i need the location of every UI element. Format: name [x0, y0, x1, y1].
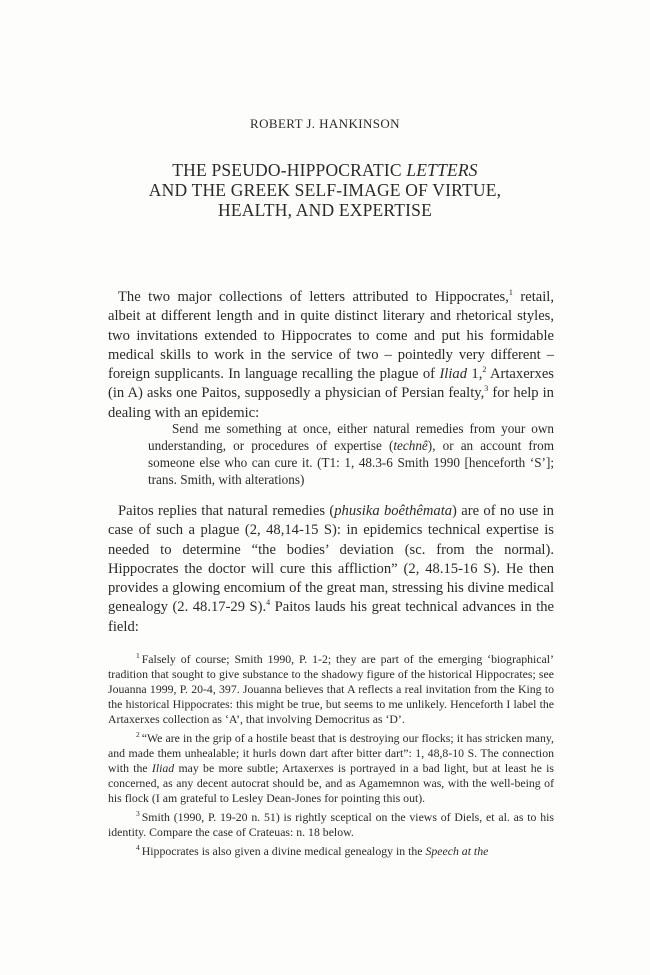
author-name: ROBERT J. HANKINSON — [250, 116, 400, 131]
block-quote: Send me something at once, either natural remedies from your own understanding, or procedures of expertise (technê), or an account from someone else who can cure it. (T1: 1, 48.3-6 Smith 1990 [henceforth ‘S’]; trans. Smith, with alterations) — [148, 421, 554, 487]
footnote-ref-1[interactable]: 1 — [508, 288, 513, 298]
paragraph-2: Paitos replies that natural remedies (phusika boêthêmata) are of no use in case of such a plague (2, 48,14-15 S): in epidemics technical expertise is needed to determine “the bodies’ deviation (sc. from the normal). Hippocrates the doctor will cure this affliction” (2, 48.15-16 S). He then provides a glowing encomium of the great man, stressing his divine medical genealogy (2. 48.17-29 S).$^4$ Paitos lauds his great technical advances in the field: — [108, 503, 554, 635]
title-line-3: HEALTH, AND EXPERTISE — [218, 200, 432, 220]
footnote-2: $^2$ “We are in the grip of a hostile beast that is destroying our flocks; it has stricken many, and made them unhealable; it hurls down dart after bitter dart”: 1, 48,8-10 S. The connection with the Iliad may be more subtle; Artaxerxes is portrayed in a bad light, but at least he is concerned, as any decent autocrat should be, and as Agamemnon was, with the well-being of his flock (I am grateful to Lesley Dean-Jones for pointing this out). — [108, 729, 554, 805]
footnote-4: $^4$ Hippocrates is also given a divine medical genealogy in the Speech at the — [136, 842, 489, 858]
title-line-1: THE PSEUDO-HIPPOCRATIC LETTERS — [172, 160, 478, 180]
footnote-ref-2[interactable]: 2 — [482, 365, 487, 375]
footnote-ref-4[interactable]: 4 — [266, 598, 271, 608]
footnote-3: $^3$ Smith (1990, P. 19-20 n. 51) is rightly sceptical on the views of Diels, et al. as to his identity. Compare the case of Crateuas: n. 18 below. — [108, 808, 554, 839]
title-line-2: AND THE GREEK SELF-IMAGE OF VIRTUE, — [148, 180, 502, 200]
footnotes — [108, 648, 554, 859]
title-italic-letters: LETTERS — [406, 160, 478, 180]
footnote-ref-3[interactable]: 3 — [484, 384, 489, 394]
paragraph-1: The two major collections of letters attributed to Hippocrates,$^1$ retail, albeit at different length and in quite distinct literary and rhetorical styles, two invitations extended to Hippocrates to come and put his formidable medical skills to work in the service of two – pointedly very different – foreign supplicants. In language recalling the plague of Iliad 1,$^2$ Artaxerxes (in A) asks one Paitos, supposedly a physician of Persian fealty,$^3$ for help in dealing with an epidemic: — [108, 288, 554, 421]
footnote-1: $^1$ Falsely of course; Smith 1990, P. 1-2; they are part of the emerging ‘biographical’ tradition that sought to give substance to the shadowy figure of the historical Hippocrates; see Jouanna 1999, P. 20-4, 397. Jouanna believes that A reflects a real invitation from the King to the historical Hippocrates: this might be true, but seems to me unlikely. Henceforth I label the Artaxerxes collection as ‘A’, that involving Democritus as ‘D’. — [108, 651, 554, 726]
article-title — [60, 160, 590, 220]
